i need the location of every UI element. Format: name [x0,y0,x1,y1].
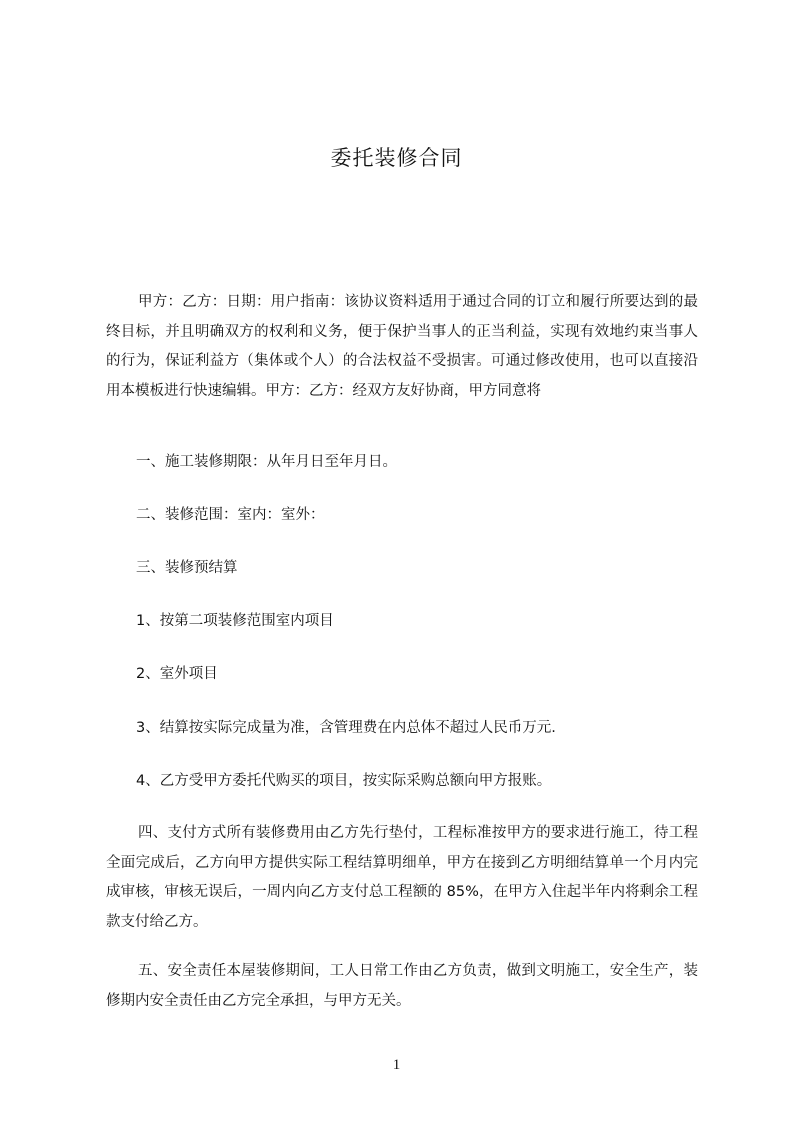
document-title: 委托装修合同 [330,146,463,170]
intro-paragraph: 甲方：乙方：日期：用户指南：该协议资料适用于通过合同的订立和履行所要达到的最终目标，并且明确双方的权利和义务，便于保护当事人的正当利益，实现有效地约束当事人的行为，保证利益方（集体或个人）的合法权益不受损害。可通过修改使用，也可以直接沿用本模板进行快速编辑。甲方：乙方：经双方友好协商，甲方同意将 [106,294,698,399]
budget-item-1: 1、按第二项装修范围室内项目 [136,613,334,629]
clause-payment: 四、支付方式所有装修费用由乙方先行垫付，工程标准按甲方的要求进行施工，待工程全面完成后，乙方向甲方提供实际工程结算明细单，甲方在接到乙方明细结算单一个月内完成审核，审核无误后，一周内向乙方支付总工程额的 85%，在甲方入住起半年内将剩余工程款支付给乙方。 [106,825,698,930]
budget-item-2: 2、室外项目 [136,666,218,682]
page-number: 1 [392,1057,401,1073]
clause-safety: 五、安全责任本屋装修期间，工人日常工作由乙方负责，做到文明施工，安全生产，装修期内安全责任由乙方完全承担，与甲方无关。 [106,963,698,1009]
budget-item-4: 4、乙方受甲方委托代购买的项目，按实际采购总额向甲方报账。 [136,773,552,789]
clause-term: 一、施工装修期限：从年月日至年月日。 [136,454,397,470]
clause-budget: 三、装修预结算 [136,560,238,576]
budget-item-3: 3、结算按实际完成量为准，含管理费在内总体不超过人民币万元. [136,720,556,736]
clause-scope: 二、装修范围：室内：室外： [136,507,325,523]
